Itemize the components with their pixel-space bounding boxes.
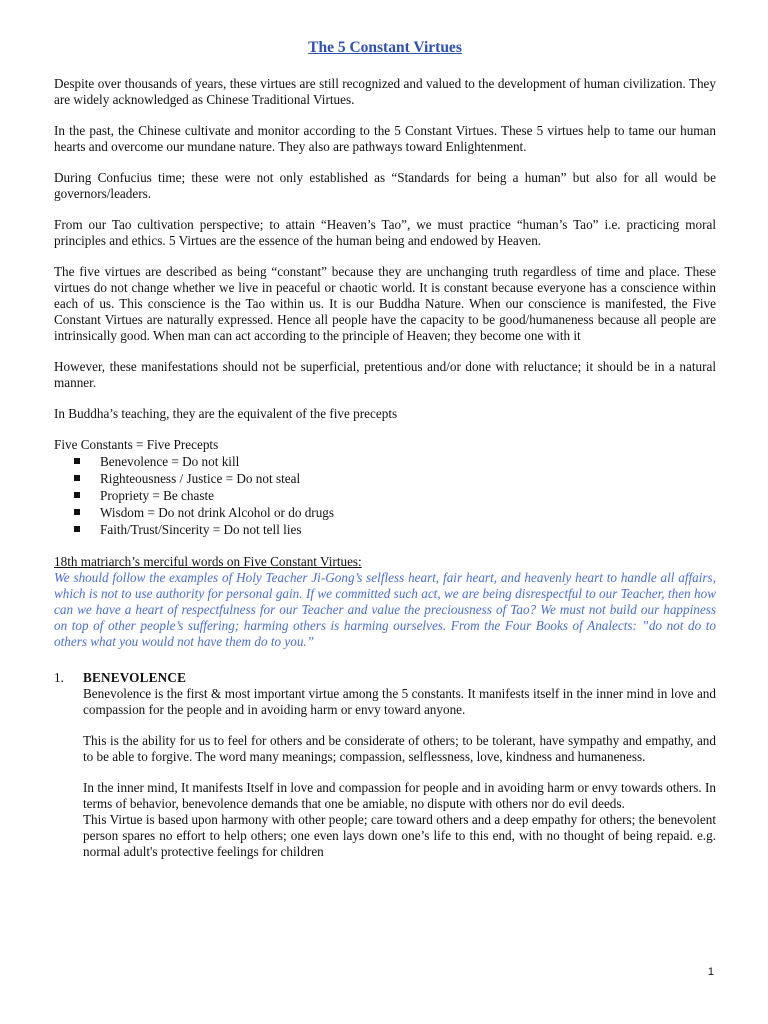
section-paragraph: Benevolence is the first & most important virtue among the 5 constants. It manifests itself in the inner mind in love and compassion for the people and in avoiding harm or envy toward anyone. (83, 686, 716, 717)
list-item-text: Wisdom = Do not drink Alcohol or do drugs (100, 505, 335, 520)
document-title: The 5 Constant Virtues (308, 39, 462, 56)
section-benevolence (54, 670, 716, 860)
list-item-text: Righteousness / Justice = Do not steal (100, 471, 301, 486)
square-bullet-icon (74, 509, 80, 515)
paragraph-intro: Despite over thousands of years, these virtues are still recognized and valued to the development of human civilization. They are widely acknowledged as Chinese Traditional Virtues. (54, 76, 716, 107)
list-item (74, 453, 716, 470)
list-item (74, 487, 716, 504)
list-item (74, 521, 716, 538)
precepts-list (54, 453, 716, 538)
list-intro: Five Constants = Five Precepts (54, 437, 219, 452)
paragraph-buddha-teaching: In Buddha’s teaching, they are the equivalent of the five precepts (54, 406, 398, 421)
paragraph-constant: The five virtues are described as being “constant” because they are unchanging truth regardless of time and place. These virtues do not change whether we live in peaceful or chaotic world. It is constant because everyone has a conscience within each of us. This conscience is the Tao within us. It is our Buddha Nature. When our conscience is manifested, the Five Constant Virtues are naturally expressed. Hence all people have the capacity to be good/humaneness because all people are intrinsically good. When man can act according to the principle of Heaven; they become one with it (54, 264, 716, 343)
paragraph-past: In the past, the Chinese cultivate and monitor according to the 5 Constant Virtues. These 5 virtues help to tame our human hearts and overcome our mundane nature. They also are pathways toward Enlightenment. (54, 123, 716, 154)
list-item (74, 504, 716, 521)
list-item-text: Faith/Trust/Sincerity = Do not tell lies (100, 522, 302, 537)
paragraph-confucius: During Confucius time; these were not only established as “Standards for being a human” but also for all would be governors/leaders. (54, 170, 716, 201)
square-bullet-icon (74, 526, 80, 532)
list-item-text: Propriety = Be chaste (100, 488, 215, 503)
section-heading: BENEVOLENCE (83, 670, 187, 685)
paragraph-tao-perspective: From our Tao cultivation perspective; to attain “Heaven’s Tao”, we must practice “human’s Tao” i.e. practicing moral principles and ethics. 5 Virtues are the essence of the human being and endowed by Heaven. (54, 217, 716, 248)
section-paragraph: In the inner mind, It manifests Itself in love and compassion for people and in avoiding harm or envy towards others. In terms of behavior, benevolence demands that one be amiable, no dispute with others nor do evil deeds. (83, 780, 716, 811)
square-bullet-icon (74, 492, 80, 498)
document-page (54, 38, 716, 860)
square-bullet-icon (74, 475, 80, 481)
quote-text: We should follow the examples of Holy Teacher Ji-Gong’s selfless heart, fair heart, and heavenly heart to handle all affairs, which is not to use authority for personal gain. If we committed such act, we are being disrespectful to our Teacher, then how can we have a heart of respectfulness for our Teacher and value the preciousness of Tao? We must not build our happiness on top of other people’s suffering; harming others is harming ourselves. From the Four Books of Analects: ”do not do to others what you would not have them do to you.” (54, 570, 716, 649)
section-paragraph: This Virtue is based upon harmony with other people; care toward others and a deep empathy for others; the benevolent person spares no effort to help others; one even lays down one’s life to this end, with no thought of being repaid. e.g. normal adult's protective feelings for children (83, 812, 716, 859)
quote-heading: 18th matriarch’s merciful words on Five Constant Virtues: (54, 554, 362, 569)
list-item (74, 470, 716, 487)
page-number: 1 (707, 966, 714, 978)
section-number: 1. (54, 670, 64, 685)
paragraph-manifestations: However, these manifestations should not be superficial, pretentious and/or done with reluctance; it should be in a natural manner. (54, 359, 716, 390)
square-bullet-icon (74, 458, 80, 464)
section-paragraph: This is the ability for us to feel for others and be considerate of others; to be tolerant, have sympathy and empathy, and to be able to forgive. The word many meanings; compassion, selflessness, love, kindness and humaneness. (83, 733, 716, 764)
list-item-text: Benevolence = Do not kill (100, 454, 240, 469)
